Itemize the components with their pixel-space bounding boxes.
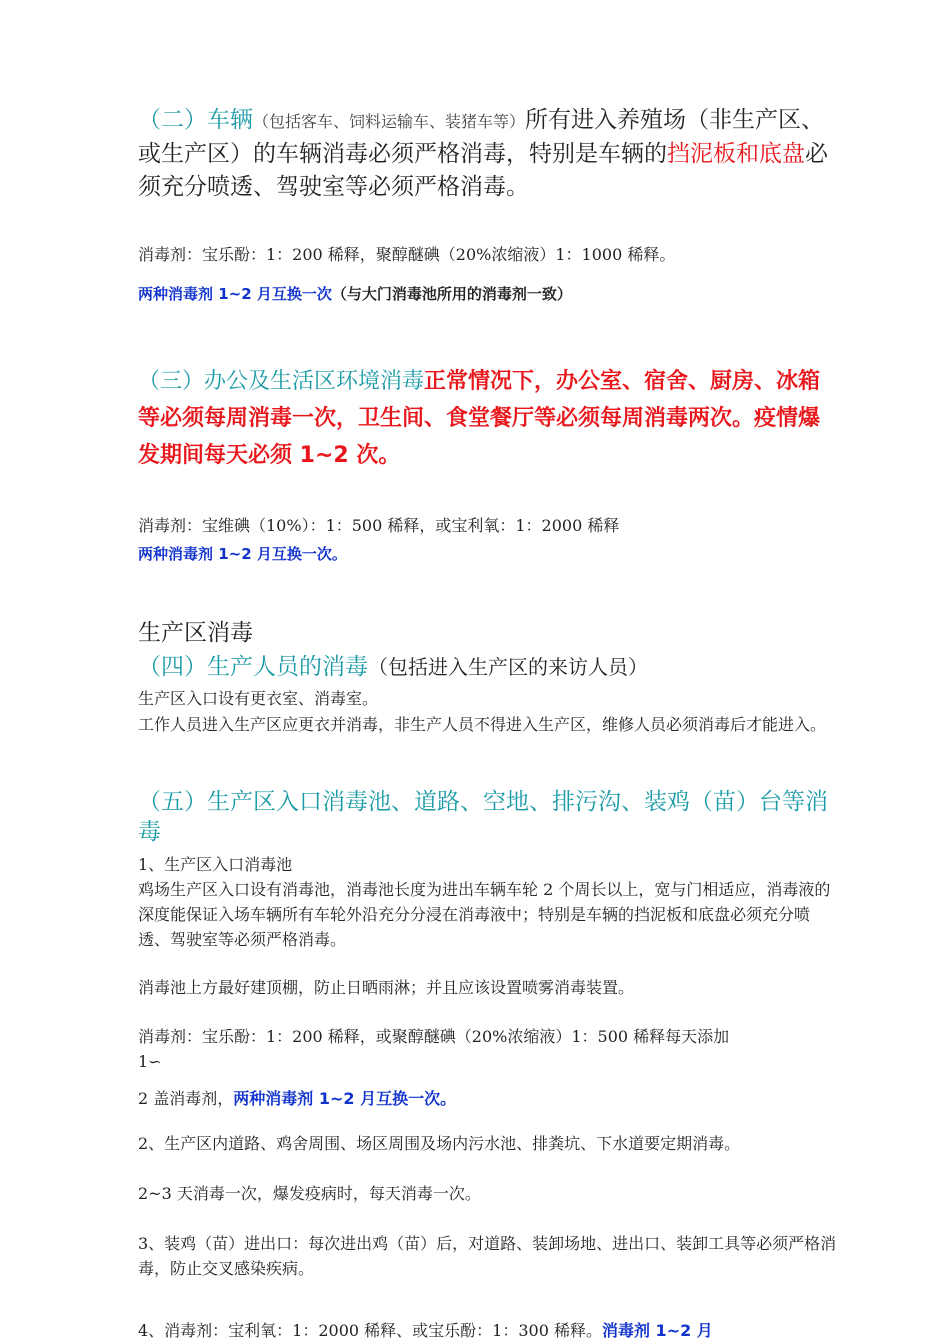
section-2-note: [138, 283, 838, 305]
section-2-blue-note: 两种消毒剂 1~2 月互换一次: [138, 285, 332, 303]
p4-blue: 消毒剂 1~2 月: [601, 1321, 713, 1340]
section-4-heading: （四）生产人员的消毒: [138, 654, 368, 680]
p1-disinfectant-c: 2 盖消毒剂，: [138, 1089, 234, 1108]
p4-line: [138, 1318, 838, 1343]
section-2-disinfectant: 消毒剂：宝乐酚：1：200 稀释，聚醇醚碘（20%浓缩液）1：1000 稀释。: [138, 245, 676, 264]
section-3-note: [138, 543, 838, 565]
section-2-red-text: 挡泥板和底盘: [667, 141, 805, 167]
p1-roof: 消毒池上方最好建顶棚，防止日晒雨淋；并且应该设置喷雾消毒装置。: [138, 978, 635, 997]
production-area-title: 生产区消毒: [138, 620, 253, 646]
section-2-note-black: （与大门消毒池所用的消毒剂一致）: [331, 285, 572, 303]
p4-black: 4、消毒剂：宝利氧：1：2000 稀释、或宝乐酚：1：300 稀释。: [138, 1321, 602, 1340]
p2-body: 2、生产区内道路、鸡舍周围、场区周围及场内污水池、排粪坑、下水道要定期消毒。: [138, 1134, 741, 1153]
section-4-heading-line: [138, 652, 838, 682]
p3-body: 3、装鸡（苗）进出口：每次进出鸡（苗）后，对道路、装卸场地、进出口、装卸工具等必须严格消毒，防止交叉感染疾病。: [138, 1234, 837, 1278]
section-5-heading: （五）生产区入口消毒池、道路、空地、排污沟、装鸡（苗）台等消毒: [138, 789, 828, 845]
p1-body: 鸡场生产区入口设有消毒池，消毒池长度为进出车辆车轮 2 个周长以上，宽与门相适应，消毒液的深度能保证入场车辆所有车轮外沿充分分浸在消毒液中；特别是车辆的挡泥板和底盘必须充分喷透、驾驶室等必须严格消毒。: [138, 880, 831, 949]
section-3-paragraph: [138, 363, 838, 474]
p1-title: 1、生产区入口消毒池: [138, 855, 293, 874]
section-2-text2: 必须充分喷透、驾驶室等必须严格消毒。: [138, 141, 828, 200]
section-2-heading: （二）车辆: [138, 107, 253, 133]
p1-disinfectant-c-line: [138, 1086, 838, 1111]
section-4-line1: 生产区入口设有更衣室、消毒室。: [138, 689, 379, 708]
section-3-heading: （三）办公及生活区环境消毒: [138, 369, 425, 394]
section-2-paren: （包括客车、饲料运输车、装猪车等）: [253, 112, 526, 131]
section-2-text1: 所有进入养殖场（非生产区、或生产区）的车辆消毒必须严格消毒，特别是车辆的: [138, 107, 825, 167]
section-4-paren: （包括进入生产区的来访人员）: [368, 655, 648, 679]
p1-blue-note: 两种消毒剂 1~2 月互换一次。: [233, 1089, 457, 1108]
section-3-red-text: 正常情况下，办公室、宿舍、厨房、冰箱等必须每周消毒一次，卫生间、食堂餐厅等必须每周消毒两次。疫情爆发期间每天必须 1~2 次。: [138, 369, 821, 468]
section-3-blue-note: 两种消毒剂 1~2 月互换一次。: [138, 545, 347, 563]
p2-frequency: 2~3 天消毒一次，爆发疫病时，每天消毒一次。: [138, 1184, 481, 1203]
p1-disinfectant-b: 1∽: [138, 1052, 162, 1071]
p1-disinfectant-a: 消毒剂：宝乐酚：1：200 稀释，或聚醇醚碘（20%浓缩液）1：500 稀释每天添加: [138, 1027, 730, 1046]
section-4-line2: 工作人员进入生产区应更衣并消毒，非生产人员不得进入生产区，维修人员必须消毒后才能进入。: [138, 715, 827, 734]
section-3-disinfectant: 消毒剂：宝维碘（10%）：1：500 稀释，或宝利氧：1：2000 稀释: [138, 516, 620, 535]
section-2-paragraph: [138, 104, 838, 204]
